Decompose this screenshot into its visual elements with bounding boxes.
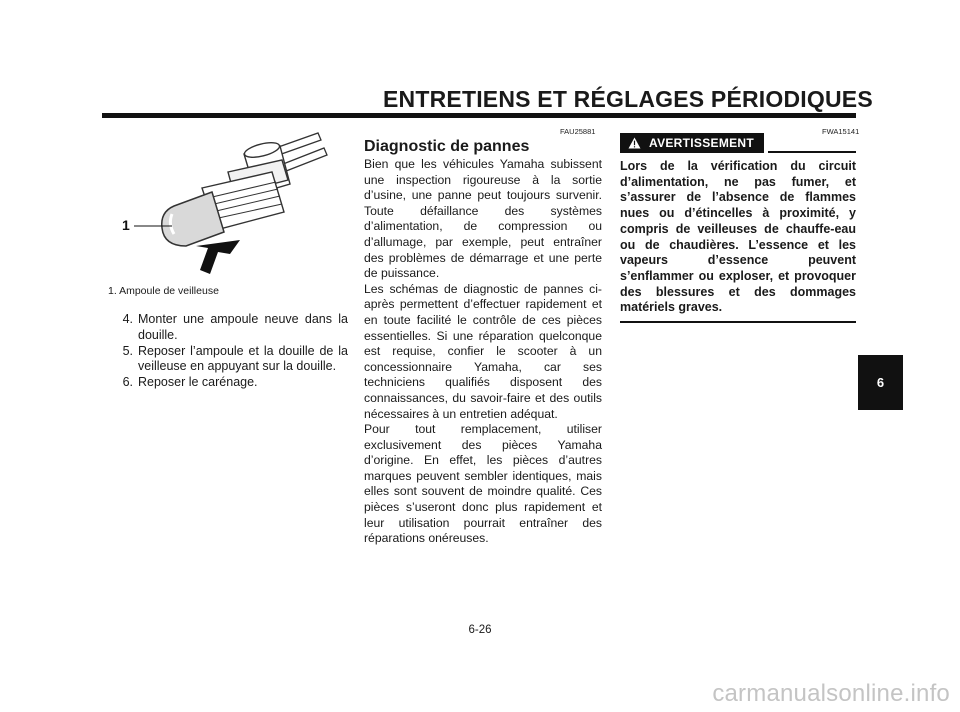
step-number: 5. — [122, 343, 133, 358]
step-number: 4. — [122, 312, 133, 326]
warning-triangle-icon — [628, 137, 641, 149]
warning-code: FWA15141 — [822, 127, 860, 136]
section-code: FAU25881 — [560, 127, 596, 136]
section-body — [364, 157, 602, 547]
chapter-tab: 6 — [858, 355, 903, 410]
warning-box — [620, 133, 856, 323]
warning-badge — [620, 133, 764, 153]
list-item — [108, 312, 348, 344]
warning-rule-bottom — [620, 321, 856, 323]
body-paragraph: Pour tout remplacement, utiliser exclusivement des pièces Yamaha d’origine. En effet, les pièces d’autres marques peuvent sembler identiques, mais elles sont souvent de moindre qualité. Ces pièces s’useront donc plus rapidement et leur utilisation pourrait entraîner des réparations onéreuses. — [364, 422, 602, 546]
bulb-illustration — [112, 128, 352, 286]
page-number: 6-26 — [468, 624, 492, 636]
step-text: Reposer le carénage. — [138, 375, 258, 390]
body-paragraph: Les schémas de diagnostic de pannes ci-après permettent d’effectuer rapidement et en toute facilité le contrôle de ces pièces essentielles. Si une réparation quelconque est requise, confier le scooter à un concessionnaire Yamaha, car ses techniciens qualifiés disposent des connaissances, du savoir-faire et des outils nécessaires à un entretien adéquat. — [364, 281, 602, 421]
figure-caption: 1. Ampoule de veilleuse — [108, 285, 219, 297]
step-number: 6. — [122, 375, 133, 390]
step-text: Monter une ampoule neuve dans la douille. — [138, 312, 348, 342]
steps-list — [108, 312, 348, 391]
warning-rule-top — [768, 151, 856, 153]
callout-number: 1 — [122, 217, 130, 233]
header-rule — [102, 113, 856, 118]
direction-arrow-icon — [196, 240, 240, 274]
warning-text: Lors de la vérification du circuit d’alimentation, ne pas fumer, et s’assurer de l’absence de flammes nues ou d’étincelles à proximité, y compris de veilleuses de chauffe-eau ou de chaudières. L’essence et les vapeurs d’essence peuvent s’enflammer ou exploser, et provoquer des blessures et des dommages matériels graves. — [620, 159, 856, 315]
page-header-title: ENTRETIENS ET RÉGLAGES PÉRIODIQUES — [383, 86, 873, 112]
body-paragraph: Bien que les véhicules Yamaha subissent une inspection rigoureuse à la sortie d’usine, une panne peut toujours survenir. Toute défaillance des systèmes d’alimentation, de compression ou d’allumage, par exemple, peut entraîner des problèmes de démarrage et une perte de puissance. — [364, 157, 602, 281]
list-item — [108, 375, 348, 391]
warning-label: AVERTISSEMENT — [649, 136, 755, 150]
step-text: Reposer l’ampoule et la douille de la veilleuse en appuyant sur la douille. — [138, 343, 348, 374]
list-item — [108, 344, 348, 376]
section-title: Diagnostic de pannes — [364, 138, 530, 155]
watermark: carmanualsonline.info — [712, 680, 950, 707]
